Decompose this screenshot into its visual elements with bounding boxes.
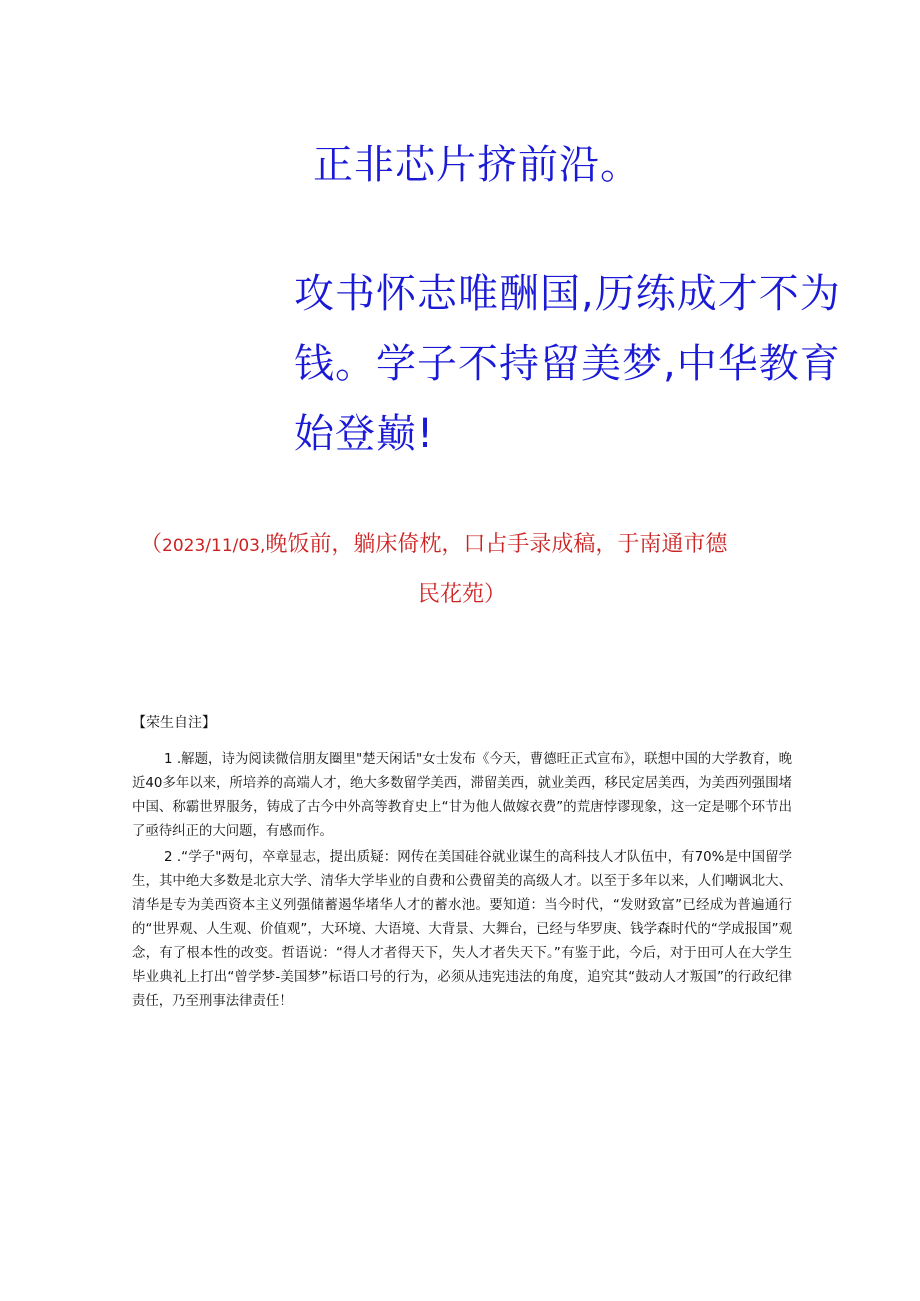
note-paragraph-2: 2 .“学子"两句，卒章显志，提出质疑：网传在美国硅谷就业谋生的高科技人才队伍中，有70%是中国留学生，其中绝大多数是北京大学、清华大学毕业的自费和公费留美的高级人才。以至于多年以来，人们嘲讽北大、清华是专为美西资本主义列强储蓄遏华堵华人才的蓄水池。要知道：当今时代，“发财致富”已经成为普遍通行的“世界观、人生观、价值观”，大环境、大语境、大背景、大舞台，已经与华罗庚、钱学森时代的“学成报国”观念，有了根本性的改变。哲语说：“得人才者得天下，失人才者失天下。”有鉴于此，今后，对于田可人在大学生毕业典礼上打出“曾学梦-美国梦”标语口号的行为，必须从违宪违法的角度，追究其“鼓动人才叛国”的行政纪律责任，乃至刑事法律责任！: [132, 850, 792, 1009]
poem-line-4: 始登巅!: [294, 411, 435, 457]
poem-line-1: 正非芯片挤前沿。: [313, 142, 641, 188]
dateline-second-line: 民花苑）: [418, 582, 507, 607]
notes-heading: 【荣生自注】: [132, 715, 216, 731]
poem-line-3: 钱。学子不持留美梦,中华教育: [294, 341, 841, 387]
note-paragraph-1: 1 .解题，诗为阅读微信朋友圈里"楚天闲话"女士发布《今天，曹德旺正式宣布》，联想中国的大学教育，晚近40多年以来，所培养的高端人才，绝大多数留学美西，滞留美西，就业美西，移民定居美西，为美西列强围堵中国、称霸世界服务，铸成了古今中外高等教育史上“甘为他人做嫁衣费”的荒唐悖谬现象，这一定是哪个环节出了亟待纠正的大问题，有感而作。: [132, 752, 792, 839]
dateline-open-paren: （: [140, 532, 163, 557]
dateline-date: 2023/11/03,: [162, 536, 266, 556]
poem-line-2: 攻书怀志唯酬国,历练成才不为: [294, 271, 841, 317]
dateline-first-line: [140, 530, 727, 561]
dateline-text-1: 晚饭前，躺床倚枕，口占手录成稿，于南通市德: [265, 532, 728, 557]
